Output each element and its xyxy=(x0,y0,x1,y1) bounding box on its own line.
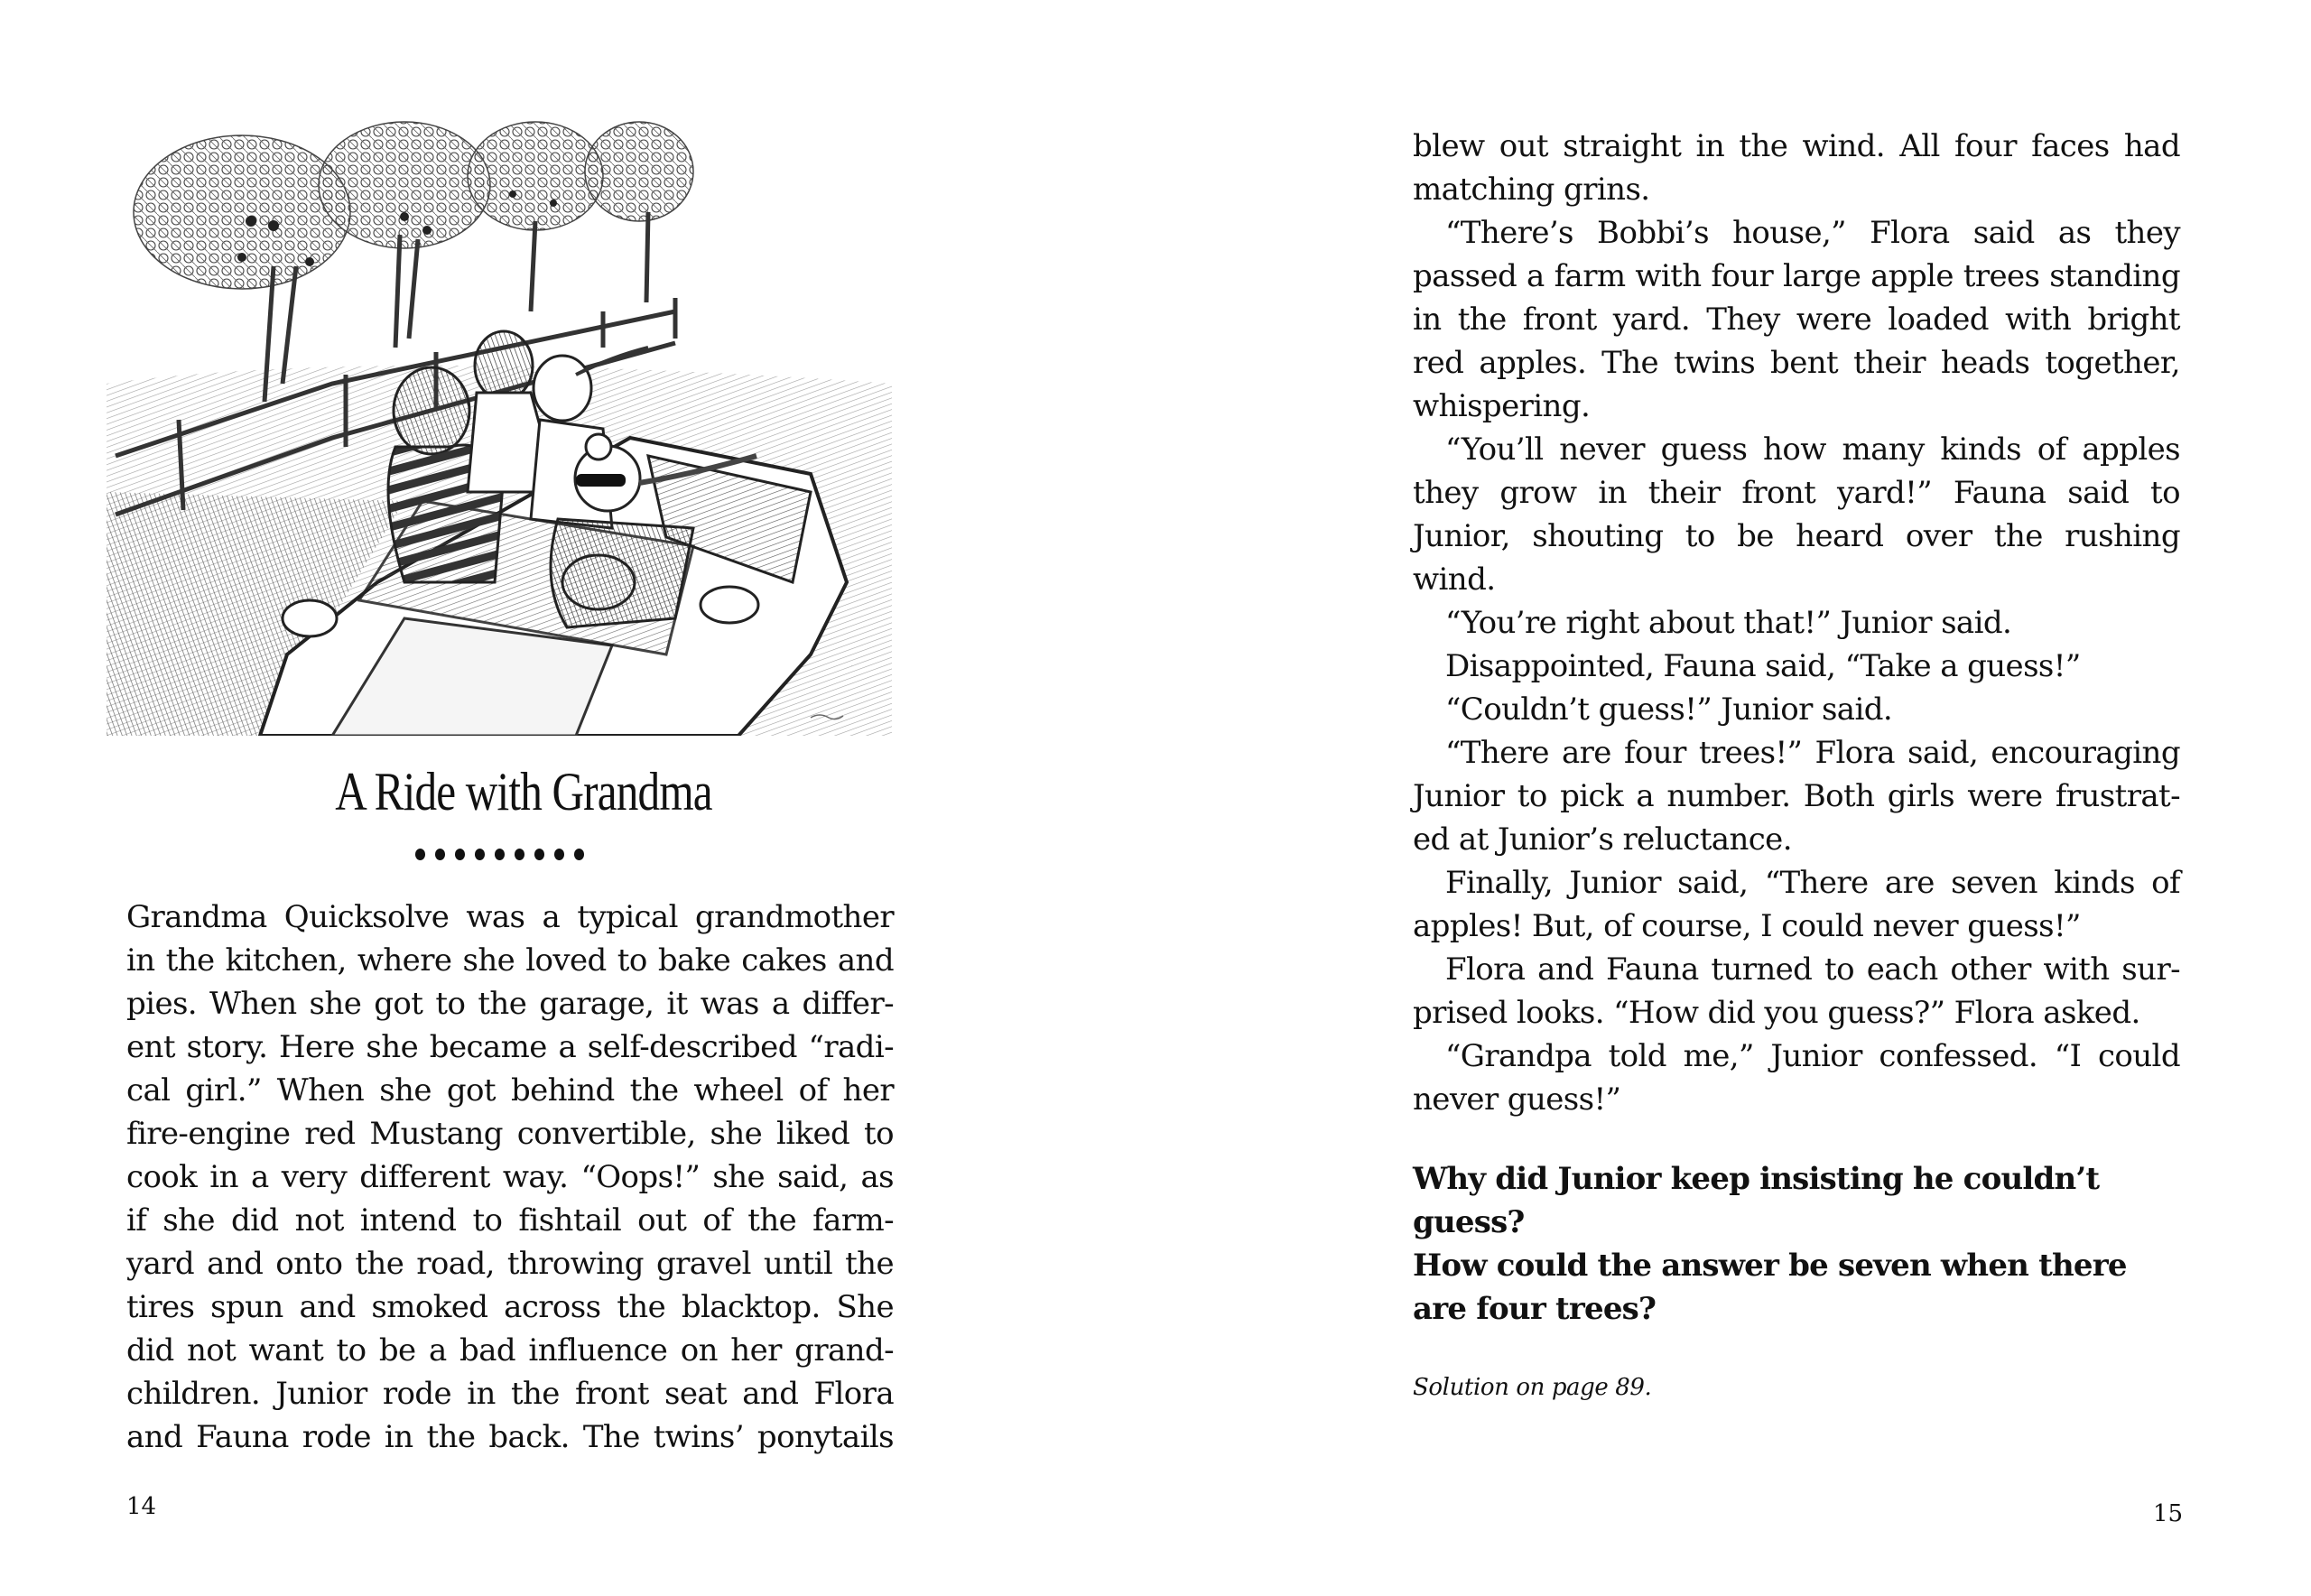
text-line: in the kitchen, where she loved to bake cakes and xyxy=(126,942,894,979)
text-line: “There are four trees!” Flora said, encouraging xyxy=(1445,735,2180,771)
text-line: Flora and Fauna turned to each other with sur- xyxy=(1445,951,2180,988)
text-line: fire-engine red Mustang convertible, she liked to xyxy=(126,1116,894,1152)
chapter-title: A Ride with Grandma xyxy=(335,762,712,821)
page-number-right: 15 xyxy=(2153,1500,2184,1527)
right-page-body xyxy=(1413,125,2180,1121)
dot-icon xyxy=(455,849,465,860)
text-line: Junior, shouting to be heard over the rushing xyxy=(1413,518,2180,554)
text-line: cook in a very different way. “Oops!” she said, as xyxy=(126,1159,894,1195)
text-line: cal girl.” When she got behind the wheel of her xyxy=(126,1072,894,1109)
dot-icon xyxy=(435,849,445,860)
text-line: “You’ll never guess how many kinds of apples xyxy=(1445,431,2180,468)
dot-icon xyxy=(534,849,544,860)
text-line: if she did not intend to fishtail out of the farm- xyxy=(126,1202,894,1239)
question-line: How could the answer be seven when there xyxy=(1413,1248,2127,1284)
text-line: ent story. Here she became a self-described “radi- xyxy=(126,1029,894,1065)
text-line: Finally, Junior said, “There are seven kinds of xyxy=(1445,865,2180,901)
text-line: whispering. xyxy=(1413,388,1591,424)
text-line: Disappointed, Fauna said, “Take a guess!” xyxy=(1445,648,2081,684)
text-line: tires spun and smoked across the blacktop. She xyxy=(126,1289,894,1325)
text-line: children. Junior rode in the front seat and Flora xyxy=(126,1376,894,1412)
text-line: blew out straight in the wind. All four faces had xyxy=(1413,128,2180,164)
solution-reference: Solution on page 89. xyxy=(1413,1374,1652,1401)
text-line: and Fauna rode in the back. The twins’ ponytails xyxy=(126,1419,894,1455)
text-line: in the front yard. They were loaded with bright xyxy=(1413,302,2180,338)
text-line: Grandma Quicksolve was a typical grandmother xyxy=(126,899,894,935)
puzzle-questions xyxy=(1413,1157,2189,1331)
title-ornament-dots xyxy=(415,849,584,860)
text-line: matching grins. xyxy=(1413,172,1650,208)
text-line: “Couldn’t guess!” Junior said. xyxy=(1445,691,1893,728)
page-number-left: 14 xyxy=(126,1493,157,1520)
text-line: yard and onto the road, throwing gravel until the xyxy=(126,1246,894,1282)
text-line: red apples. The twins bent their heads together, xyxy=(1413,345,2180,381)
dot-icon xyxy=(515,849,524,860)
text-line: Junior to pick a number. Both girls were frustrat- xyxy=(1413,778,2180,814)
text-line: “You’re right about that!” Junior said. xyxy=(1445,605,2012,641)
left-page-body xyxy=(126,895,894,1459)
question-line: Why did Junior keep insisting he couldn’t xyxy=(1413,1161,2100,1197)
convertible-ride-drawing-icon xyxy=(107,113,892,736)
question-line: are four trees? xyxy=(1413,1291,1657,1327)
dot-icon xyxy=(495,849,505,860)
text-line: wind. xyxy=(1413,561,1496,598)
text-line: “Grandpa told me,” Junior confessed. “I could xyxy=(1445,1038,2180,1074)
text-line: never guess!” xyxy=(1413,1081,1621,1118)
text-line: “There’s Bobbi’s house,” Flora said as they xyxy=(1445,215,2180,251)
text-line: prised looks. “How did you guess?” Flora asked. xyxy=(1413,995,2140,1031)
dot-icon xyxy=(415,849,425,860)
dot-icon xyxy=(554,849,564,860)
text-line: ed at Junior’s reluctance. xyxy=(1413,821,1792,858)
text-line: they grow in their front yard!” Fauna said to xyxy=(1413,475,2180,511)
chapter-illustration xyxy=(107,113,892,736)
text-line: apples! But, of course, I could never guess!” xyxy=(1413,908,2081,944)
dot-icon xyxy=(574,849,584,860)
text-line: did not want to be a bad influence on her grand- xyxy=(126,1332,894,1369)
dot-icon xyxy=(475,849,485,860)
text-line: pies. When she got to the garage, it was a differ- xyxy=(126,986,894,1022)
text-line: passed a farm with four large apple trees standing xyxy=(1413,258,2180,294)
question-line: guess? xyxy=(1413,1204,1525,1240)
